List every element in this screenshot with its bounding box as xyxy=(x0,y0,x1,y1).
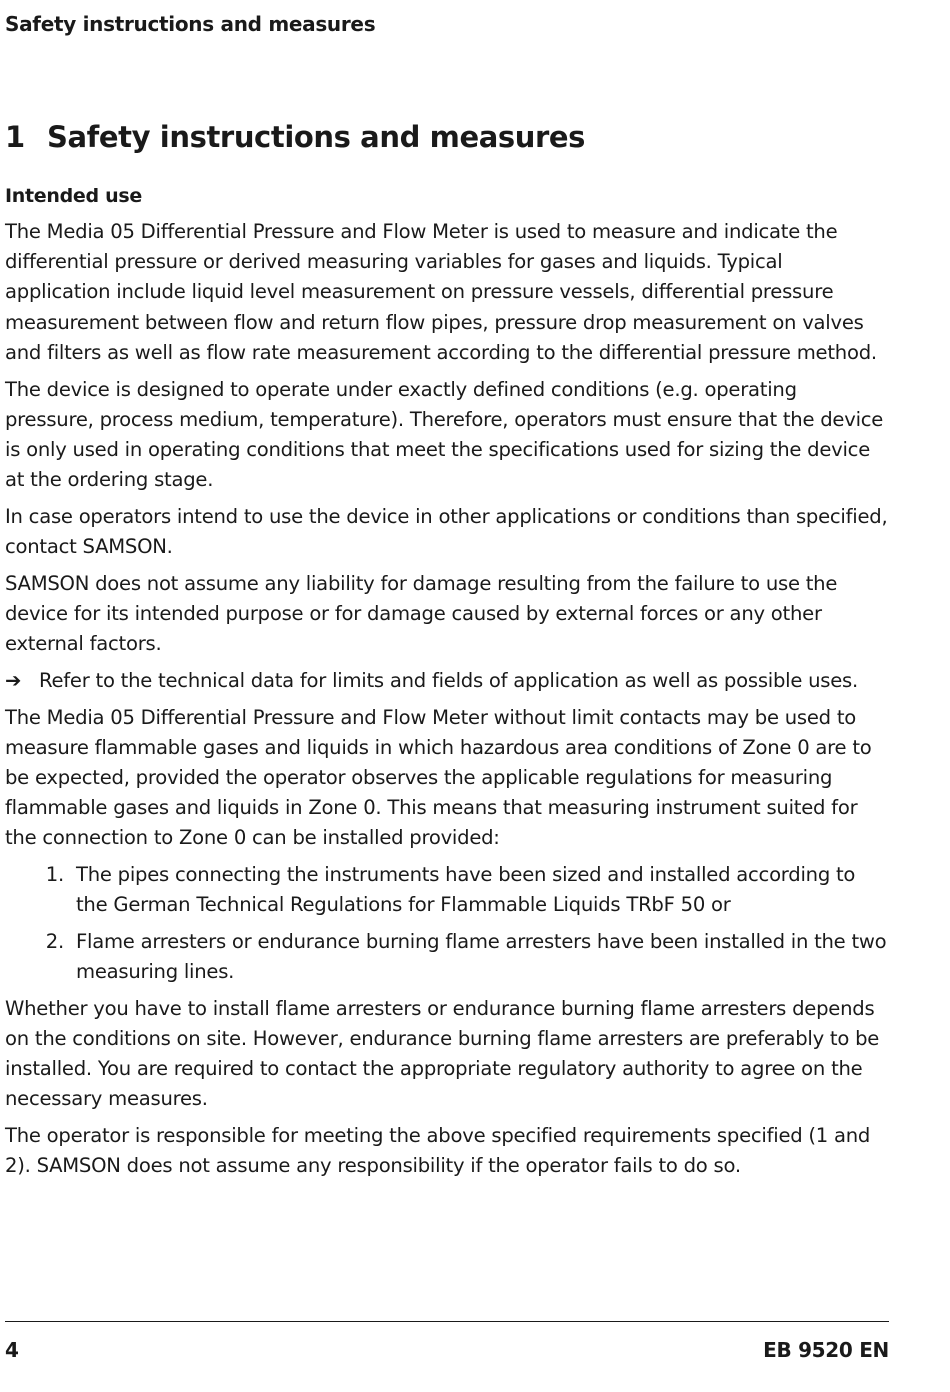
section-subheading: Intended use xyxy=(5,185,142,207)
chapter-heading xyxy=(5,120,585,154)
list-marker: 1. xyxy=(45,863,64,887)
instruction-text: Refer to the technical data for limits and fields of application as well as possible uses. xyxy=(39,668,858,692)
arrow-right-icon: ➔ xyxy=(5,668,22,692)
paragraph-flame-arresters: Whether you have to install flame arresters or endurance burning flame arresters depends on the conditions on site. However, endurance burning flame arresters are preferably to be installed. You are required to contact the appropriate regulatory authority to agree on the necessary measures. xyxy=(5,996,880,1111)
list-marker: 2. xyxy=(45,929,64,953)
paragraph-operating-conditions: The device is designed to operate under exactly defined conditions (e.g. operating pressure, process medium, temperature). Therefore, operators must ensure that the device is only used in operating conditions that meet the specifications used for sizing the device at the ordering stage. xyxy=(5,377,884,492)
requirements-list xyxy=(5,860,890,987)
running-header: Safety instructions and measures xyxy=(5,12,376,36)
list-item-text: Flame arresters or endurance burning flame arresters have been installed in the two measuring lines. xyxy=(76,929,887,984)
footer-divider xyxy=(5,1321,889,1322)
paragraph-contact-samson: In case operators intend to use the device in other applications or conditions than specified, contact SAMSON. xyxy=(5,504,888,559)
paragraph-operator-responsibility: The operator is responsible for meeting the above specified requirements specified (1 and 2). SAMSON does not assume any responsibility if the operator fails to do so. xyxy=(5,1124,871,1178)
list-item xyxy=(5,860,890,920)
paragraph-liability: SAMSON does not assume any liability for damage resulting from the failure to use the device for its intended purpose or for damage caused by external forces or any other external factors. xyxy=(5,571,838,656)
list-item xyxy=(5,927,890,987)
paragraph-intended-use: The Media 05 Differential Pressure and Flow Meter is used to measure and indicate the differential pressure or derived measuring variables for gases and liquids. Typical application include liquid level measurement on pressure vessels, differential pressure measurement between flow and return flow pipes, pressure drop measurement on valves and filters as well as flow rate measurement according to the differential pressure method. xyxy=(5,220,877,364)
page-number: 4 xyxy=(5,1338,19,1362)
chapter-number: 1 xyxy=(5,120,25,154)
list-item-text: The pipes connecting the instruments have been sized and installed according to the German Technical Regulations for Flammable Liquids TRbF 50 or xyxy=(76,863,856,917)
instruction-item xyxy=(5,666,890,696)
page-body xyxy=(5,181,890,1188)
document-id: EB 9520 EN xyxy=(763,1338,889,1362)
paragraph-zone-0: The Media 05 Differential Pressure and Flow Meter without limit contacts may be used to measure flammable gases and liquids in which hazardous area conditions of Zone 0 are to be expected, provided the operator observes the applicable regulations for measuring flammable gases and liquids in Zone 0. This means that measuring instrument suited for the connection to Zone 0 can be installed provided: xyxy=(5,705,872,850)
chapter-title: Safety instructions and measures xyxy=(47,120,586,154)
